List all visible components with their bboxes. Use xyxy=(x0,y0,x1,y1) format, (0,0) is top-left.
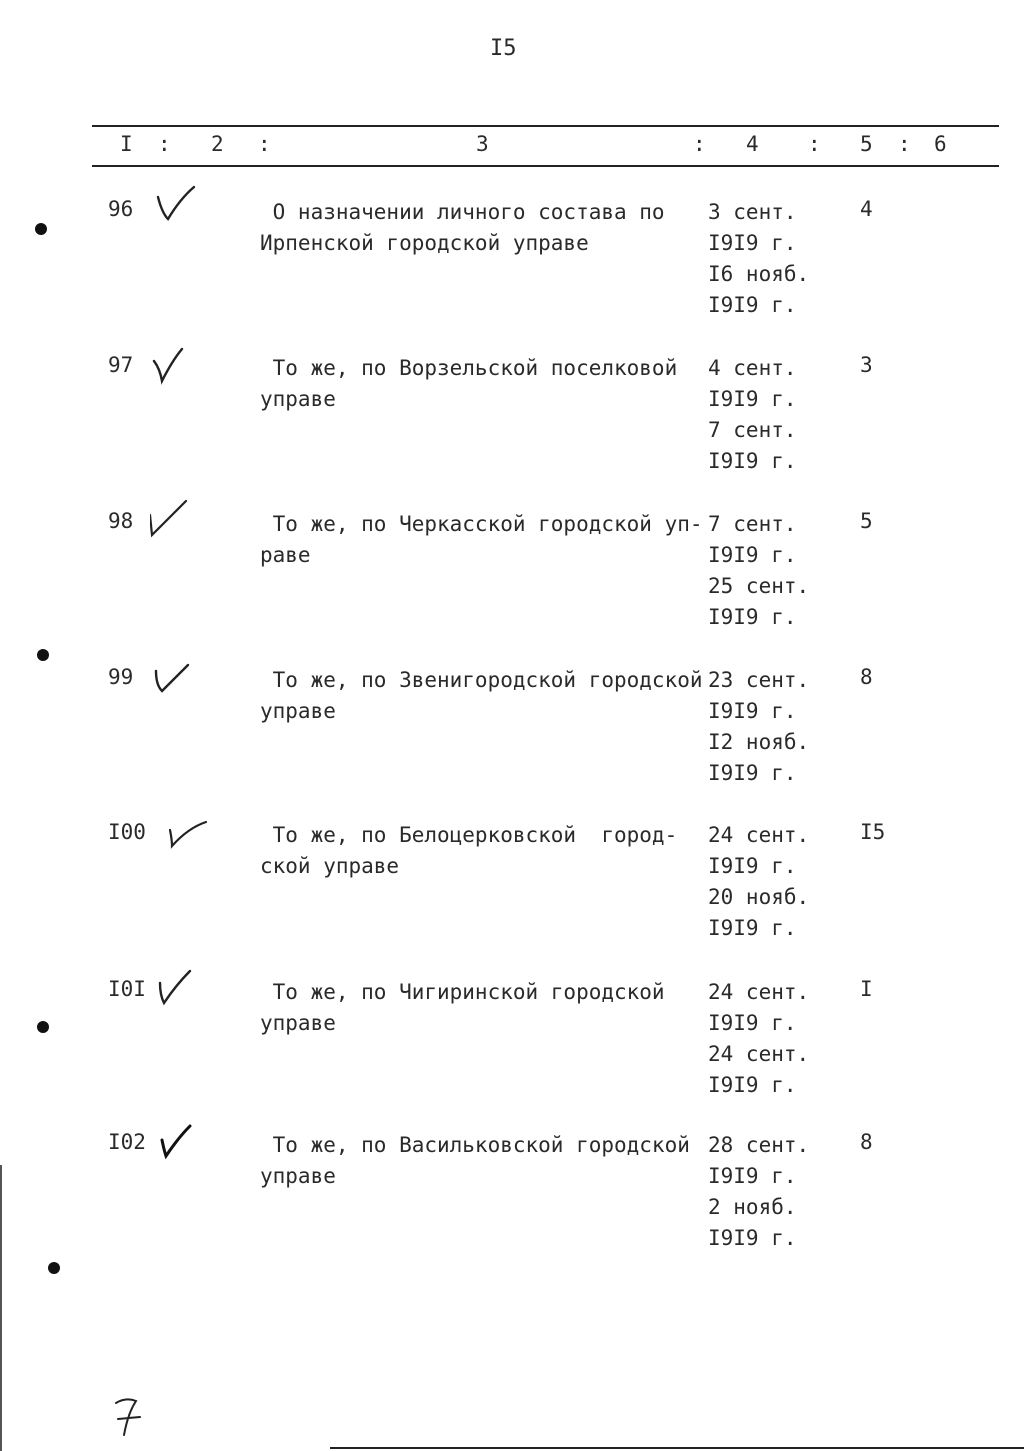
date-line: 3 сент. xyxy=(708,200,797,224)
scan-edge-line xyxy=(0,1165,2,1451)
date-line: 2 нояб. xyxy=(708,1195,797,1219)
row-dates xyxy=(708,353,797,477)
date-line: I9I9 г. xyxy=(708,916,797,940)
check-mark-icon xyxy=(150,651,200,701)
table-row xyxy=(0,509,1024,649)
row-dates xyxy=(708,197,809,321)
col-1-header: I xyxy=(120,132,133,156)
date-line: I9I9 г. xyxy=(708,605,797,629)
check-mark-icon xyxy=(150,183,200,233)
table-row xyxy=(0,197,1024,337)
col-6-header: 6 xyxy=(934,132,947,156)
row-description: То же, по Васильковской городской управе xyxy=(260,1133,690,1188)
row-count: 8 xyxy=(860,1130,873,1154)
check-mark-icon xyxy=(150,963,200,1013)
row-count: 4 xyxy=(860,197,873,221)
date-line: 24 сент. xyxy=(708,1042,810,1066)
punch-hole-icon xyxy=(37,1021,49,1033)
row-count: 8 xyxy=(860,665,873,689)
table-row xyxy=(0,977,1024,1117)
date-line: I9I9 г. xyxy=(708,1073,797,1097)
punch-hole-icon xyxy=(35,223,47,235)
check-mark-icon xyxy=(150,806,210,856)
date-line: I9I9 г. xyxy=(708,1011,797,1035)
date-line: I6 нояб. xyxy=(708,262,810,286)
row-description: То же, по Черкасской городской уп- раве xyxy=(260,512,703,567)
date-line: 7 сент. xyxy=(708,418,797,442)
table-row xyxy=(0,820,1024,960)
row-count: I xyxy=(860,977,873,1001)
col-4-header: 4 xyxy=(746,132,759,156)
row-count: 3 xyxy=(860,353,873,377)
col-separator: : xyxy=(158,132,171,156)
date-line: I9I9 г. xyxy=(708,543,797,567)
row-number: I00 xyxy=(108,820,146,844)
punch-hole-icon xyxy=(37,649,49,661)
date-line: 28 сент. xyxy=(708,1133,810,1157)
date-line: 24 сент. xyxy=(708,823,810,847)
date-line: I2 нояб. xyxy=(708,730,810,754)
punch-hole-icon xyxy=(48,1262,60,1274)
table-row xyxy=(0,1130,1024,1270)
date-line: I9I9 г. xyxy=(708,293,797,317)
row-description: То же, по Чигиринской городской управе xyxy=(260,980,665,1035)
row-dates xyxy=(708,509,809,633)
footer-rule xyxy=(330,1447,1024,1449)
header-rule-top xyxy=(92,125,999,127)
col-separator: : xyxy=(898,132,911,156)
date-line: 23 сент. xyxy=(708,668,810,692)
page-number: I5 xyxy=(490,36,517,61)
date-line: I9I9 г. xyxy=(708,449,797,473)
date-line: I9I9 г. xyxy=(708,387,797,411)
col-separator: : xyxy=(693,132,706,156)
row-description: То же, по Белоцерковской город- ской управе xyxy=(260,823,678,878)
row-number: 98 xyxy=(108,509,134,533)
row-number: I02 xyxy=(108,1130,146,1154)
col-separator: : xyxy=(808,132,821,156)
col-separator: : xyxy=(258,132,271,156)
row-number: 96 xyxy=(108,197,134,221)
row-description: О назначении личного состава по Ирпенской городской управе xyxy=(260,200,665,255)
check-mark-icon xyxy=(150,1116,200,1166)
date-line: 20 нояб. xyxy=(708,885,810,909)
table-row xyxy=(0,665,1024,805)
date-line: 24 сент. xyxy=(708,980,810,1004)
row-number: 99 xyxy=(108,665,134,689)
col-3-header: 3 xyxy=(476,132,489,156)
check-mark-icon xyxy=(150,495,200,545)
row-count: 5 xyxy=(860,509,873,533)
check-mark-icon xyxy=(150,339,200,389)
date-line: I9I9 г. xyxy=(708,699,797,723)
date-line: I9I9 г. xyxy=(708,231,797,255)
row-description: То же, по Ворзельской поселковой управе xyxy=(260,356,678,411)
col-5-header: 5 xyxy=(860,132,873,156)
date-line: 25 сент. xyxy=(708,574,810,598)
row-number: 97 xyxy=(108,353,134,377)
date-line: 7 сент. xyxy=(708,512,797,536)
row-number: I0I xyxy=(108,977,146,1001)
date-line: I9I9 г. xyxy=(708,761,797,785)
row-dates xyxy=(708,977,809,1101)
row-dates xyxy=(708,1130,809,1254)
row-dates xyxy=(708,820,809,944)
date-line: I9I9 г. xyxy=(708,854,797,878)
date-line: I9I9 г. xyxy=(708,1226,797,1250)
header-rule-bottom xyxy=(92,165,999,167)
col-2-header: 2 xyxy=(211,132,224,156)
row-description: То же, по Звенигородской городской управе xyxy=(260,668,703,723)
date-line: 4 сент. xyxy=(708,356,797,380)
row-count: I5 xyxy=(860,820,886,844)
handwritten-margin-note xyxy=(110,1395,150,1439)
date-line: I9I9 г. xyxy=(708,1164,797,1188)
table-row xyxy=(0,353,1024,493)
row-dates xyxy=(708,665,809,789)
